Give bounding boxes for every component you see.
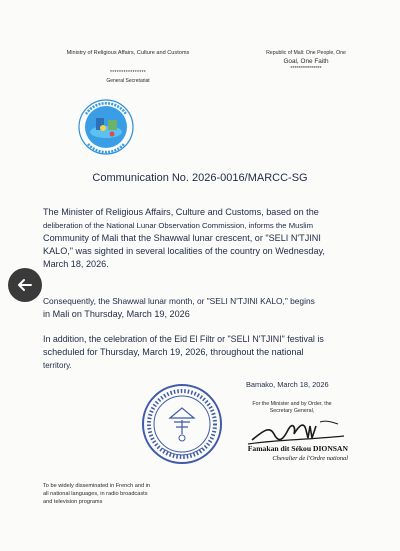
republic-stars: **************** (290, 66, 322, 72)
for-minister-line: For the Minister and by Order, the (252, 401, 332, 407)
back-button[interactable] (8, 268, 42, 302)
ministry-stars: **************** (110, 70, 146, 76)
paragraph-line: deliberation of the National Lunar Observation Commission, informs the Muslim (43, 221, 314, 230)
signer-title: Chevalier de l'Ordre national (272, 455, 348, 462)
dissemination-line: all national languages, in radio broadcasts (43, 491, 148, 497)
communication-title: Communication No. 2026-0016/MARCC-SG (92, 172, 308, 184)
signer-name: Famakan dit Sékou DIONSAN (247, 444, 348, 453)
paragraph-line: KALO," was sighted in several localities of the country on Wednesday, (43, 246, 325, 256)
republic-name: Republic of Mali: One People, One (266, 50, 346, 56)
paragraph-line: scheduled for Thursday, March 19, 2026, throughout the national (43, 347, 304, 357)
dissemination-line: To be widely disseminated in French and in (43, 483, 150, 489)
paragraph-line: March 18, 2026. (43, 259, 109, 269)
paragraph-line: territory. (43, 361, 72, 370)
paragraph-line: In addition, the celebration of the Eid El Filtr or "SELI N'TJINI" festival is (43, 334, 324, 344)
left-arrow-icon (17, 277, 33, 293)
general-secretariat: General Secretariat (106, 78, 150, 84)
paragraph-line: Consequently, the Shawwal lunar month, or "SELI N'TJINI KALO," begins (43, 296, 315, 306)
dissemination-note (43, 482, 193, 506)
for-minister (236, 401, 348, 415)
place-date: Bamako, March 18, 2026 (246, 380, 329, 389)
paragraph-line: in Mali on Thursday, March 19, 2026 (43, 309, 190, 319)
republic-motto: Goal, One Faith (283, 58, 329, 65)
ministry-header (48, 50, 208, 84)
paragraph-celebration (43, 333, 353, 372)
paragraph-line: The Minister of Religious Affairs, Culture and Customs, based on the (43, 207, 319, 217)
ministry-name: Ministry of Religious Affairs, Culture and Customs (66, 50, 190, 56)
for-minister-line: Secretary General, (269, 408, 315, 414)
official-stamp (140, 382, 224, 466)
paragraph-line: Community of Mali that the Shawwal lunar crescent, or "SELI N'TJINI (43, 233, 321, 243)
dissemination-line: and television programs (43, 499, 103, 505)
republic-header (256, 50, 356, 72)
ministry-logo (76, 98, 136, 156)
paragraph-consequence (43, 295, 353, 321)
paragraph-announcement (43, 206, 353, 271)
